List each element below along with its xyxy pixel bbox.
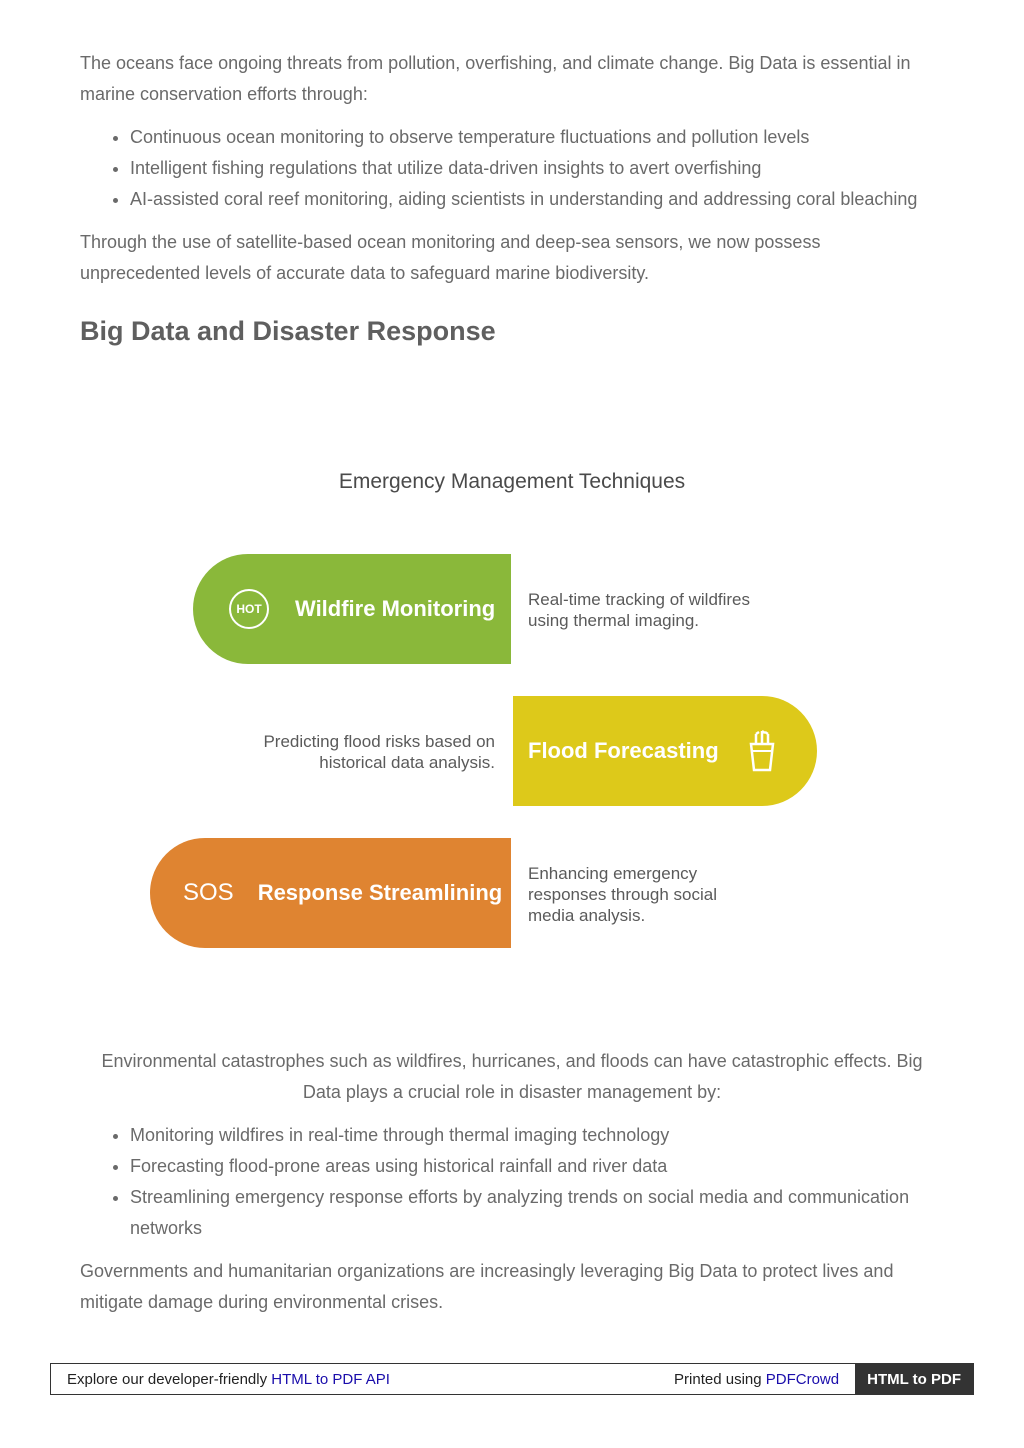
desc-line: Predicting flood risks based on	[263, 732, 495, 751]
wildfire-label: Wildfire Monitoring	[295, 596, 496, 621]
desc-line: responses through social	[528, 885, 718, 904]
disaster-closing-paragraph: Governments and humanitarian organizations are increasingly leveraging Big Data to protect lives and mitigate damage during environmental crises.	[80, 1261, 894, 1312]
response-label: Response Streamlining	[257, 880, 503, 905]
list-item: • Monitoring wildfires in real-time through thermal imaging technology	[130, 1120, 944, 1151]
article-top	[80, 48, 944, 348]
flood-description	[230, 731, 495, 773]
disaster-bullet-list	[80, 1120, 944, 1244]
emergency-infographic	[0, 440, 1024, 980]
footer-explore	[51, 1371, 674, 1388]
html-to-pdf-api-link[interactable]: HTML to PDF API	[271, 1370, 390, 1388]
section-heading: Big Data and Disaster Response	[80, 316, 496, 346]
desc-line: Real-time tracking of wildfires	[528, 590, 751, 609]
desc-line: Enhancing emergency	[528, 864, 698, 883]
desc-line: media analysis.	[528, 906, 646, 925]
article-bottom	[80, 1046, 944, 1318]
pdfcrowd-link[interactable]: PDFCrowd	[765, 1370, 840, 1388]
list-item: • Streamlining emergency response efforts by analyzing trends on social media and communication networks	[130, 1182, 944, 1244]
list-item: • Continuous ocean monitoring to observe temperature fluctuations and pollution levels	[130, 122, 944, 153]
pdfcrowd-footer	[50, 1363, 974, 1395]
response-streamlining-pill	[150, 838, 511, 948]
wildfire-monitoring-pill	[193, 554, 511, 664]
footer-printed	[674, 1371, 855, 1388]
list-item: • Forecasting flood-prone areas using historical rainfall and river data	[130, 1151, 944, 1182]
sos-icon: SOS	[183, 879, 234, 906]
response-description	[528, 863, 717, 926]
ocean-closing-paragraph: Through the use of satellite-based ocean monitoring and deep-sea sensors, we now possess unprecedented levels of accurate data to safeguard marine biodiversity.	[80, 232, 821, 283]
wildfire-description	[528, 589, 750, 631]
footer-explore-text: Explore our developer-friendly	[67, 1370, 268, 1388]
disaster-intro-paragraph: Environmental catastrophes such as wildfires, hurricanes, and floods can have catastrophic effects. Big Data plays a crucial role in disaster management by:	[101, 1051, 923, 1102]
desc-line: using thermal imaging.	[528, 611, 700, 630]
infographic-title: Emergency Management Techniques	[338, 470, 686, 493]
flood-forecasting-pill	[513, 696, 817, 806]
footer-printed-text: Printed using	[674, 1370, 762, 1388]
ocean-bullet-list	[80, 122, 944, 215]
html-to-pdf-button[interactable]: HTML to PDF	[855, 1364, 973, 1394]
list-item: • Intelligent fishing regulations that utilize data-driven insights to avert overfishing	[130, 153, 944, 184]
cup-icon	[747, 728, 777, 774]
desc-line: historical data analysis.	[319, 753, 495, 772]
flood-label: Flood Forecasting	[528, 738, 719, 763]
hot-icon: HOT	[229, 589, 269, 629]
list-item: • AI-assisted coral reef monitoring, aiding scientists in understanding and addressing coral bleaching	[130, 184, 944, 215]
intro-paragraph: The oceans face ongoing threats from pollution, overfishing, and climate change. Big Data is essential in marine conservation efforts through:	[80, 53, 911, 104]
